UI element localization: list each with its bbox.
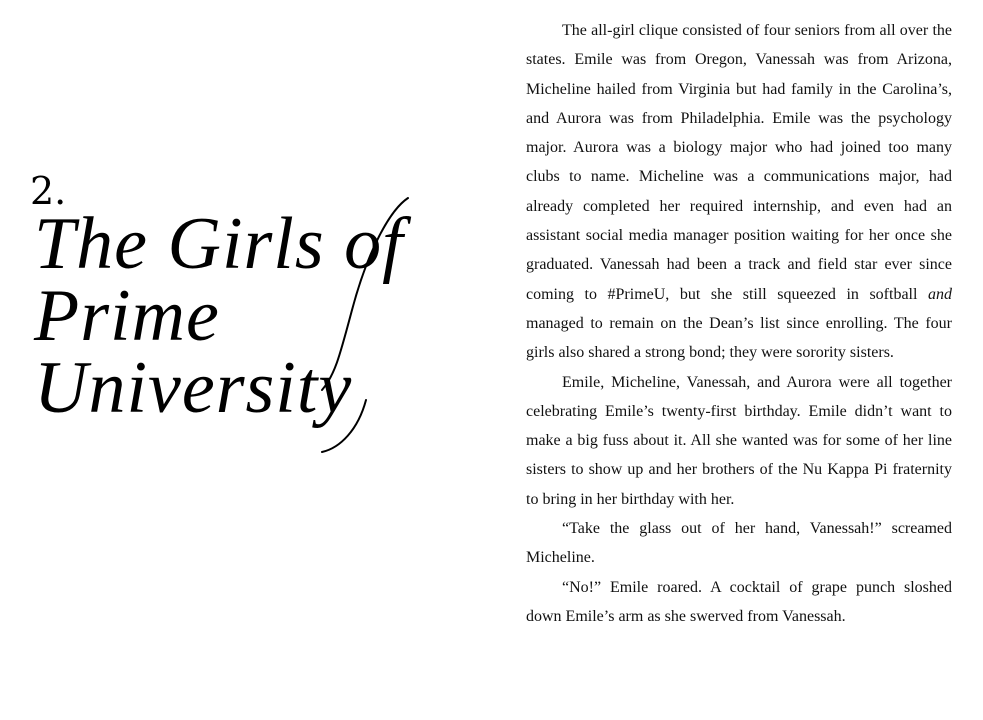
chapter-title-line-2: Prime	[34, 275, 220, 357]
right-page	[490, 0, 983, 720]
paragraph-1-text-a: The all-girl clique consisted of four seniors from all over the states. Emile was from Oregon, Vanessah was from Arizona, Micheline hailed from Virginia but had family in the Carolina’s, and Aurora was from Philadelphia. Emile was the psychology major. Aurora was a biology major who had joined too many clubs to name. Micheline was a communications major, had already completed her required internship, and even had an assistant social media manager position waiting for her once she graduated. Vanessah had been a track and field star ever since coming to #PrimeU, but she still squeezed in softball	[526, 22, 952, 303]
paragraph-4: “No!” Emile roared. A cocktail of grape punch sloshed down Emile’s arm as she swerved from Vanessah.	[526, 578, 952, 625]
paragraph-1-emphasis: and	[928, 285, 952, 303]
chapter-title-line-3: University	[34, 347, 353, 429]
paragraph-3: “Take the glass out of her hand, Vanessah!” screamed Micheline.	[526, 520, 952, 567]
chapter-title-line-1: The Girls of	[34, 203, 404, 285]
chapter-title	[34, 203, 474, 429]
body-text	[526, 16, 952, 631]
paragraph-1-text-b: managed to remain on the Dean’s list since enrolling. The four girls also shared a strong bond; they were sorority sisters.	[526, 314, 952, 362]
paragraph-1	[526, 16, 952, 368]
paragraph-2: Emile, Micheline, Vanessah, and Aurora were all together celebrating Emile’s twenty-first birthday. Emile didn’t want to make a big fuss about it. All she wanted was for some of her line sisters to show up and her brothers of the Nu Kappa Pi fraternity to bring in her birthday with her.	[526, 373, 952, 508]
chapter-number: 2.	[30, 169, 67, 213]
left-page	[0, 0, 490, 720]
